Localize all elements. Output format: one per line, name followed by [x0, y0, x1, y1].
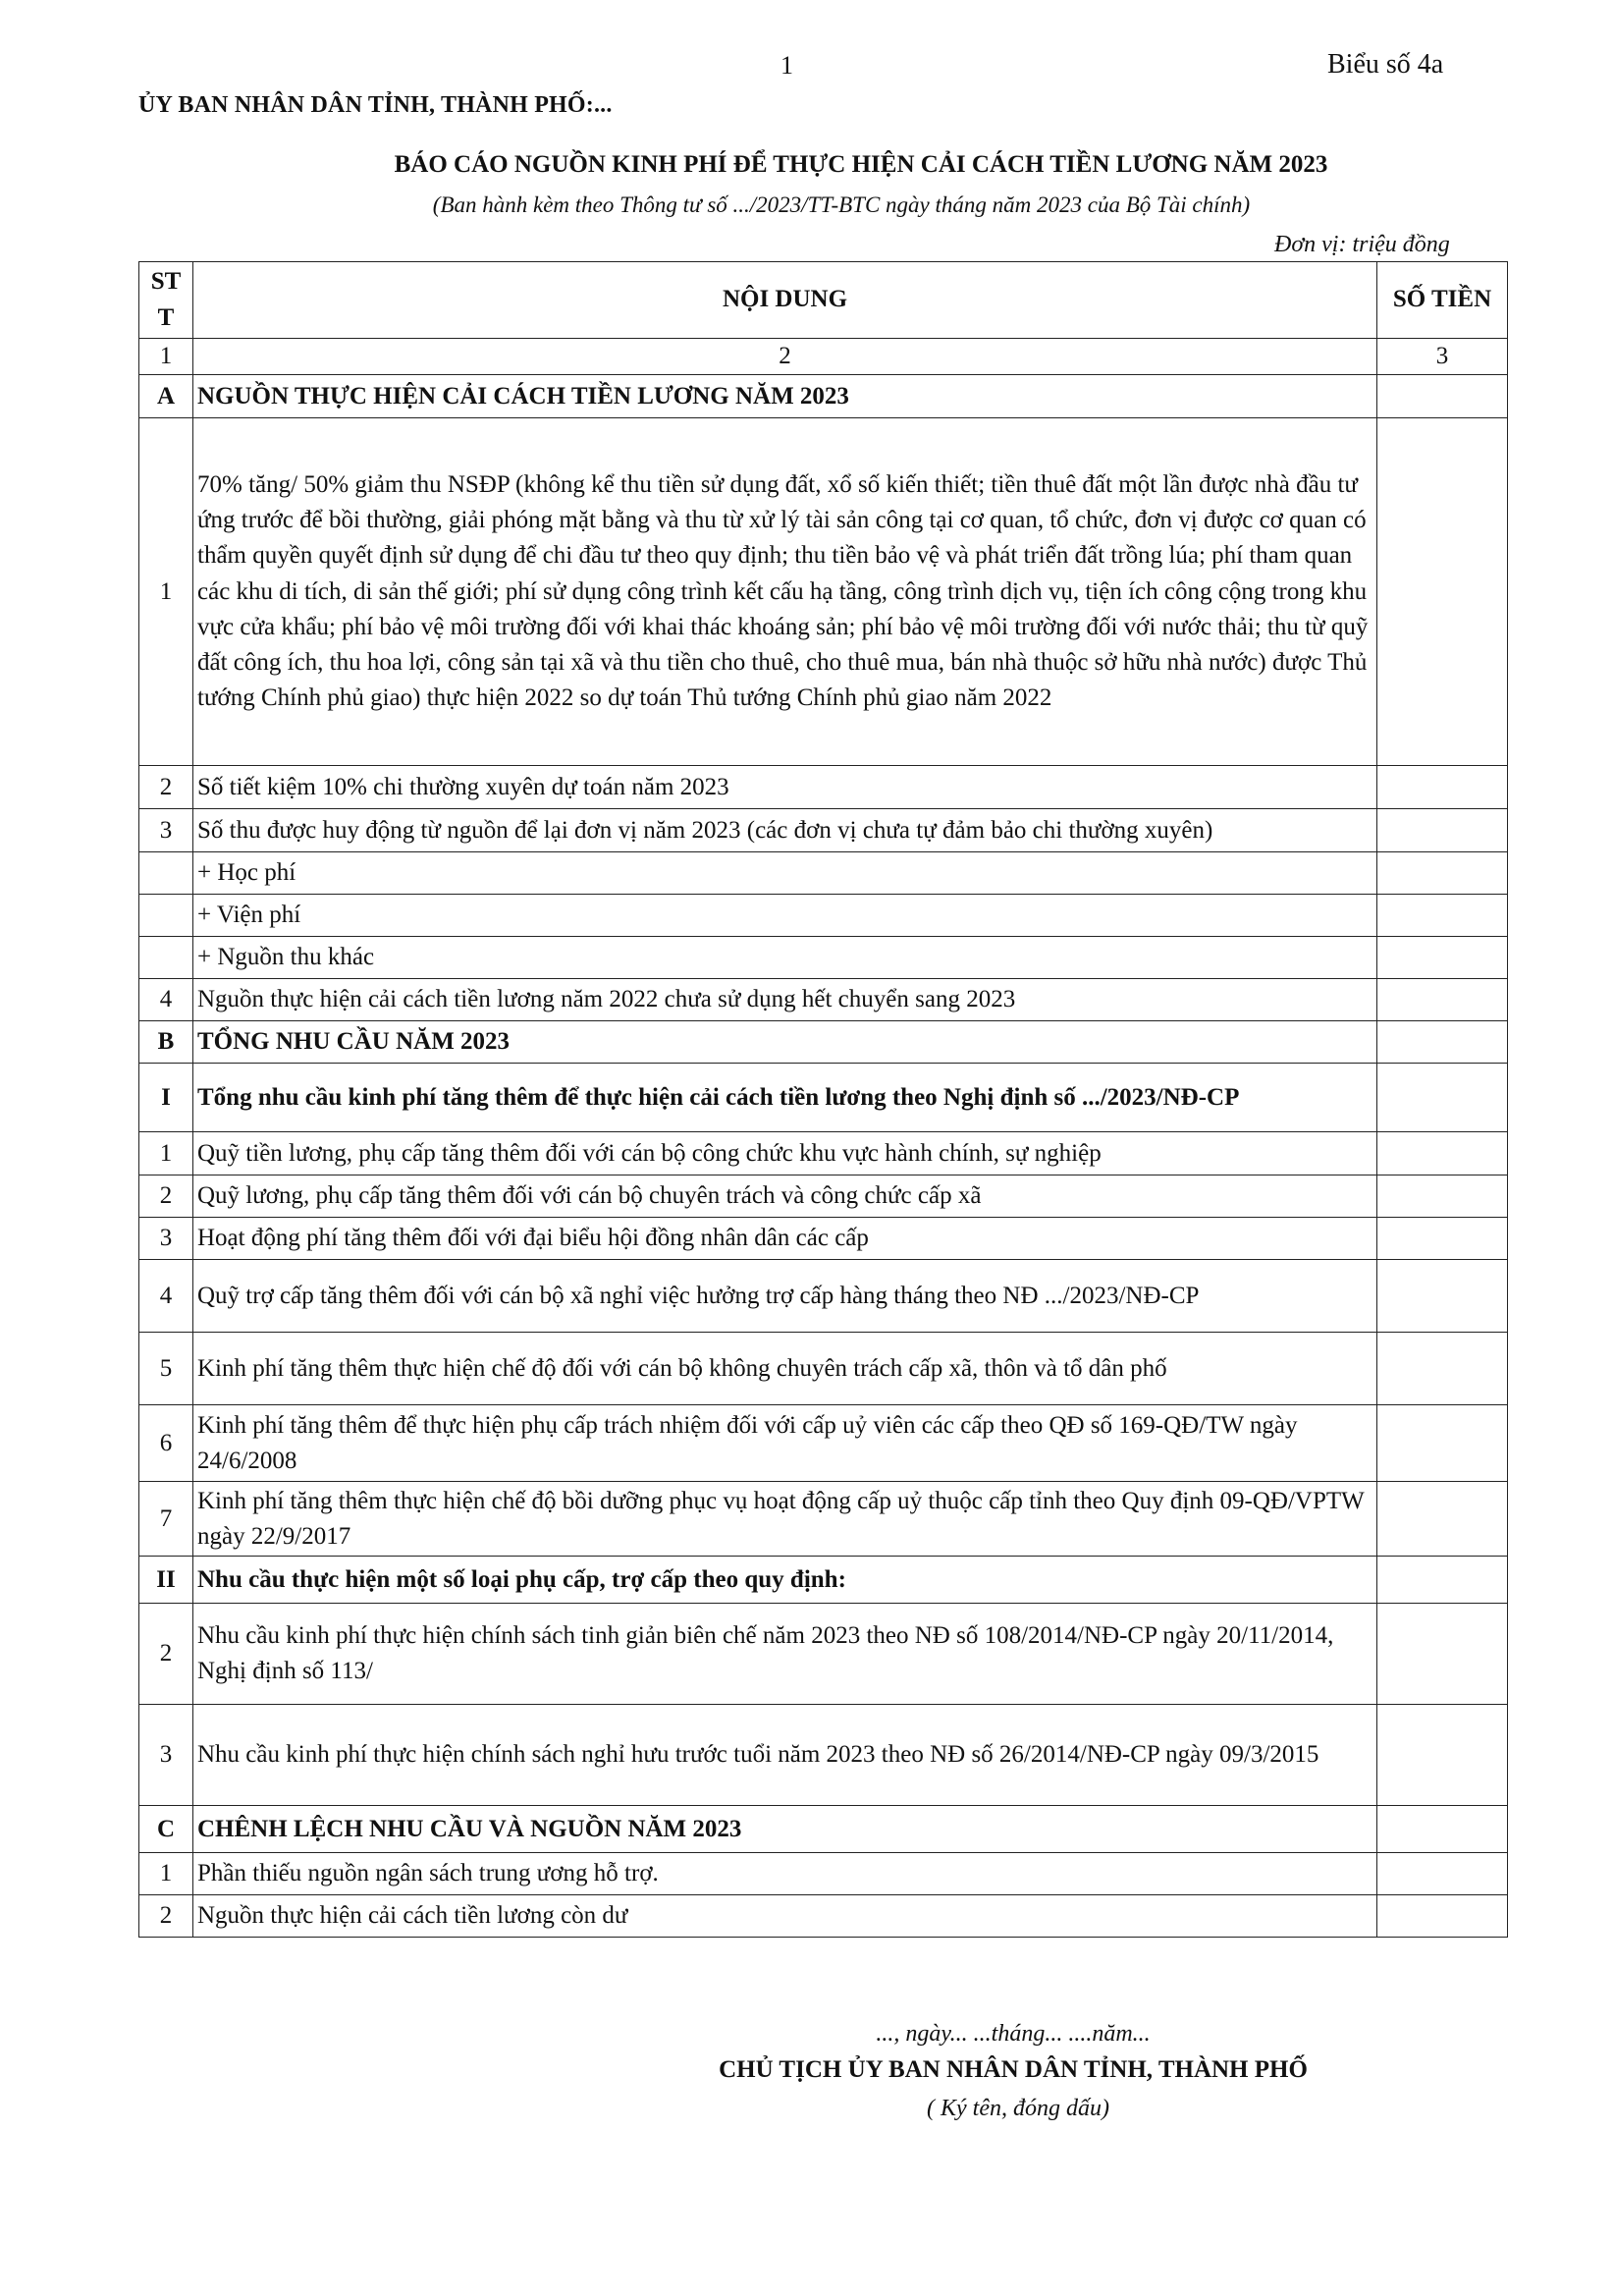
signature-date: ..., ngày... ...tháng... ....năm...: [876, 2021, 1151, 2047]
header-content: NỘI DUNG: [193, 262, 1377, 339]
row-stt: 5: [139, 1333, 193, 1405]
row-amount: [1377, 1705, 1508, 1806]
table-row: [139, 1604, 1508, 1705]
row-amount: [1377, 766, 1508, 809]
report-title: BÁO CÁO NGUỒN KINH PHÍ ĐỂ THỰC HIỆN CẢI CÁCH TIỀN LƯƠNG NĂM 2023: [394, 151, 1328, 178]
row-content: + Viện phí: [193, 895, 1377, 937]
column-number: 1: [139, 339, 193, 375]
row-content: TỔNG NHU CẦU NĂM 2023: [193, 1021, 1377, 1064]
row-amount: [1377, 1175, 1508, 1218]
column-number: 3: [1377, 339, 1508, 375]
row-amount: [1377, 1405, 1508, 1482]
table-row: [139, 895, 1508, 937]
column-number-row: [139, 339, 1508, 375]
row-stt: 6: [139, 1405, 193, 1482]
table-row: [139, 1260, 1508, 1333]
row-stt: 7: [139, 1482, 193, 1557]
row-content: 70% tăng/ 50% giảm thu NSĐP (không kể thu tiền sử dụng đất, xổ số kiến thiết; tiền thuê đất một lần được nhà đầu tư ứng trước để bồi thường, giải phóng mặt bằng và thu từ xử lý tài sản công tại cơ quan, tổ chức, đơn vị được cơ quan có thẩm quyền quyết định sử dụng để chi đầu tư theo quy định; thu tiền bảo vệ và phát triển đất trồng lúa; phí tham quan các khu di tích, di sản thế giới; phí sử dụng công trình kết cấu hạ tầng, công trình dịch vụ, tiện ích công cộng trong khu vực cửa khẩu; phí bảo vệ môi trường đối với khai thác khoáng sản; phí bảo vệ môi trường đối với nước thải; thu từ quỹ đất công ích, thu hoa lợi, công sản tại xã và thu tiền cho thuê, cho thuê mua, bán nhà thuộc sở hữu nhà nước) được Thủ tướng Chính phủ giao) thực hiện 2022 so dự toán Thủ tướng Chính phủ giao năm 2022: [193, 418, 1377, 766]
unit-note: Đơn vị: triệu đồng: [1274, 232, 1450, 257]
row-content: Phần thiếu nguồn ngân sách trung ương hỗ trợ.: [193, 1853, 1377, 1895]
row-content: Quỹ trợ cấp tăng thêm đối với cán bộ xã nghỉ việc hưởng trợ cấp hàng tháng theo NĐ .../2023/NĐ-CP: [193, 1260, 1377, 1333]
row-content: NGUỒN THỰC HIỆN CẢI CÁCH TIỀN LƯƠNG NĂM 2023: [193, 375, 1377, 418]
row-amount: [1377, 809, 1508, 852]
header-amount: SỐ TIỀN: [1377, 262, 1508, 339]
row-stt: 1: [139, 1853, 193, 1895]
table-row: [139, 1405, 1508, 1482]
row-stt: 2: [139, 1604, 193, 1705]
row-amount: [1377, 1853, 1508, 1895]
row-content: Nhu cầu kinh phí thực hiện chính sách tinh giản biên chế năm 2023 theo NĐ số 108/2014/NĐ-CP ngày 20/11/2014, Nghị định số 113/: [193, 1604, 1377, 1705]
row-amount: [1377, 1132, 1508, 1175]
row-stt: 4: [139, 1260, 193, 1333]
table-row: [139, 979, 1508, 1021]
table-row: [139, 375, 1508, 418]
row-content: Nhu cầu kinh phí thực hiện chính sách nghỉ hưu trước tuổi năm 2023 theo NĐ số 26/2014/NĐ-CP ngày 09/3/2015: [193, 1705, 1377, 1806]
row-amount: [1377, 1333, 1508, 1405]
table-row: [139, 1175, 1508, 1218]
row-stt: [139, 895, 193, 937]
row-content: Quỹ tiền lương, phụ cấp tăng thêm đối với cán bộ công chức khu vực hành chính, sự nghiệp: [193, 1132, 1377, 1175]
report-body: [139, 375, 1508, 1938]
row-amount: [1377, 1021, 1508, 1064]
row-stt: 2: [139, 766, 193, 809]
row-stt: 4: [139, 979, 193, 1021]
row-stt: 1: [139, 418, 193, 766]
row-content: Nhu cầu thực hiện một số loại phụ cấp, trợ cấp theo quy định:: [193, 1557, 1377, 1604]
row-amount: [1377, 852, 1508, 895]
row-content: Số tiết kiệm 10% chi thường xuyên dự toán năm 2023: [193, 766, 1377, 809]
header-stt: ST T: [139, 262, 193, 339]
row-content: Nguồn thực hiện cải cách tiền lương còn dư: [193, 1895, 1377, 1938]
table-header-row: [139, 262, 1508, 339]
report-table: [138, 261, 1508, 1938]
row-stt: 2: [139, 1175, 193, 1218]
table-row: [139, 1132, 1508, 1175]
report-subtitle: (Ban hành kèm theo Thông tư số .../2023/TT-BTC ngày tháng năm 2023 của Bộ Tài chính): [432, 192, 1251, 217]
table-row: [139, 809, 1508, 852]
signature-note: ( Ký tên, đóng dấu): [927, 2096, 1109, 2121]
row-amount: [1377, 1064, 1508, 1132]
table-row: [139, 1853, 1508, 1895]
table-row: [139, 1482, 1508, 1557]
row-stt: 3: [139, 1705, 193, 1806]
row-amount: [1377, 937, 1508, 979]
table-row: [139, 1557, 1508, 1604]
issuing-authority: ỦY BAN NHÂN DÂN TỈNH, THÀNH PHỐ:...: [138, 92, 613, 118]
row-amount: [1377, 1482, 1508, 1557]
column-number: 2: [193, 339, 1377, 375]
row-amount: [1377, 1806, 1508, 1853]
row-stt: [139, 937, 193, 979]
table-row: [139, 1064, 1508, 1132]
table-row: [139, 1021, 1508, 1064]
row-amount: [1377, 375, 1508, 418]
row-stt: 1: [139, 1132, 193, 1175]
table-row: [139, 852, 1508, 895]
row-stt: 2: [139, 1895, 193, 1938]
signature-title: CHỦ TỊCH ỦY BAN NHÂN DÂN TỈNH, THÀNH PHỐ: [719, 2056, 1308, 2083]
row-amount: [1377, 1218, 1508, 1260]
row-stt: [139, 852, 193, 895]
form-code: Biểu số 4a: [1327, 49, 1444, 80]
row-stt: 3: [139, 1218, 193, 1260]
table-row: [139, 1806, 1508, 1853]
row-content: Hoạt động phí tăng thêm đối với đại biểu hội đồng nhân dân các cấp: [193, 1218, 1377, 1260]
row-stt: C: [139, 1806, 193, 1853]
row-content: + Nguồn thu khác: [193, 937, 1377, 979]
row-amount: [1377, 1557, 1508, 1604]
table-row: [139, 1333, 1508, 1405]
row-amount: [1377, 979, 1508, 1021]
row-content: CHÊNH LỆCH NHU CẦU VÀ NGUỒN NĂM 2023: [193, 1806, 1377, 1853]
row-amount: [1377, 1895, 1508, 1938]
table-row: [139, 418, 1508, 766]
row-content: Nguồn thực hiện cải cách tiền lương năm 2022 chưa sử dụng hết chuyển sang 2023: [193, 979, 1377, 1021]
table-row: [139, 937, 1508, 979]
row-amount: [1377, 418, 1508, 766]
row-amount: [1377, 1260, 1508, 1333]
row-content: Kinh phí tăng thêm thực hiện chế độ bồi dưỡng phục vụ hoạt động cấp uỷ thuộc cấp tỉnh theo Quy định 09-QĐ/VPTW ngày 22/9/2017: [193, 1482, 1377, 1557]
row-content: Kinh phí tăng thêm để thực hiện phụ cấp trách nhiệm đối với cấp uỷ viên các cấp theo QĐ số 169-QĐ/TW ngày 24/6/2008: [193, 1405, 1377, 1482]
row-stt: 3: [139, 809, 193, 852]
row-stt: I: [139, 1064, 193, 1132]
row-content: + Học phí: [193, 852, 1377, 895]
table-row: [139, 1895, 1508, 1938]
row-stt: II: [139, 1557, 193, 1604]
page-number: 1: [780, 51, 793, 80]
table-row: [139, 766, 1508, 809]
row-content: Tổng nhu cầu kinh phí tăng thêm để thực hiện cải cách tiền lương theo Nghị định số .../2023/NĐ-CP: [193, 1064, 1377, 1132]
row-amount: [1377, 895, 1508, 937]
row-content: Số thu được huy động từ nguồn để lại đơn vị năm 2023 (các đơn vị chưa tự đảm bảo chi thường xuyên): [193, 809, 1377, 852]
row-content: Kinh phí tăng thêm thực hiện chế độ đối với cán bộ không chuyên trách cấp xã, thôn và tổ dân phố: [193, 1333, 1377, 1405]
row-stt: B: [139, 1021, 193, 1064]
row-content: Quỹ lương, phụ cấp tăng thêm đối với cán bộ chuyên trách và công chức cấp xã: [193, 1175, 1377, 1218]
table-row: [139, 1218, 1508, 1260]
row-stt: A: [139, 375, 193, 418]
table-row: [139, 1705, 1508, 1806]
row-amount: [1377, 1604, 1508, 1705]
